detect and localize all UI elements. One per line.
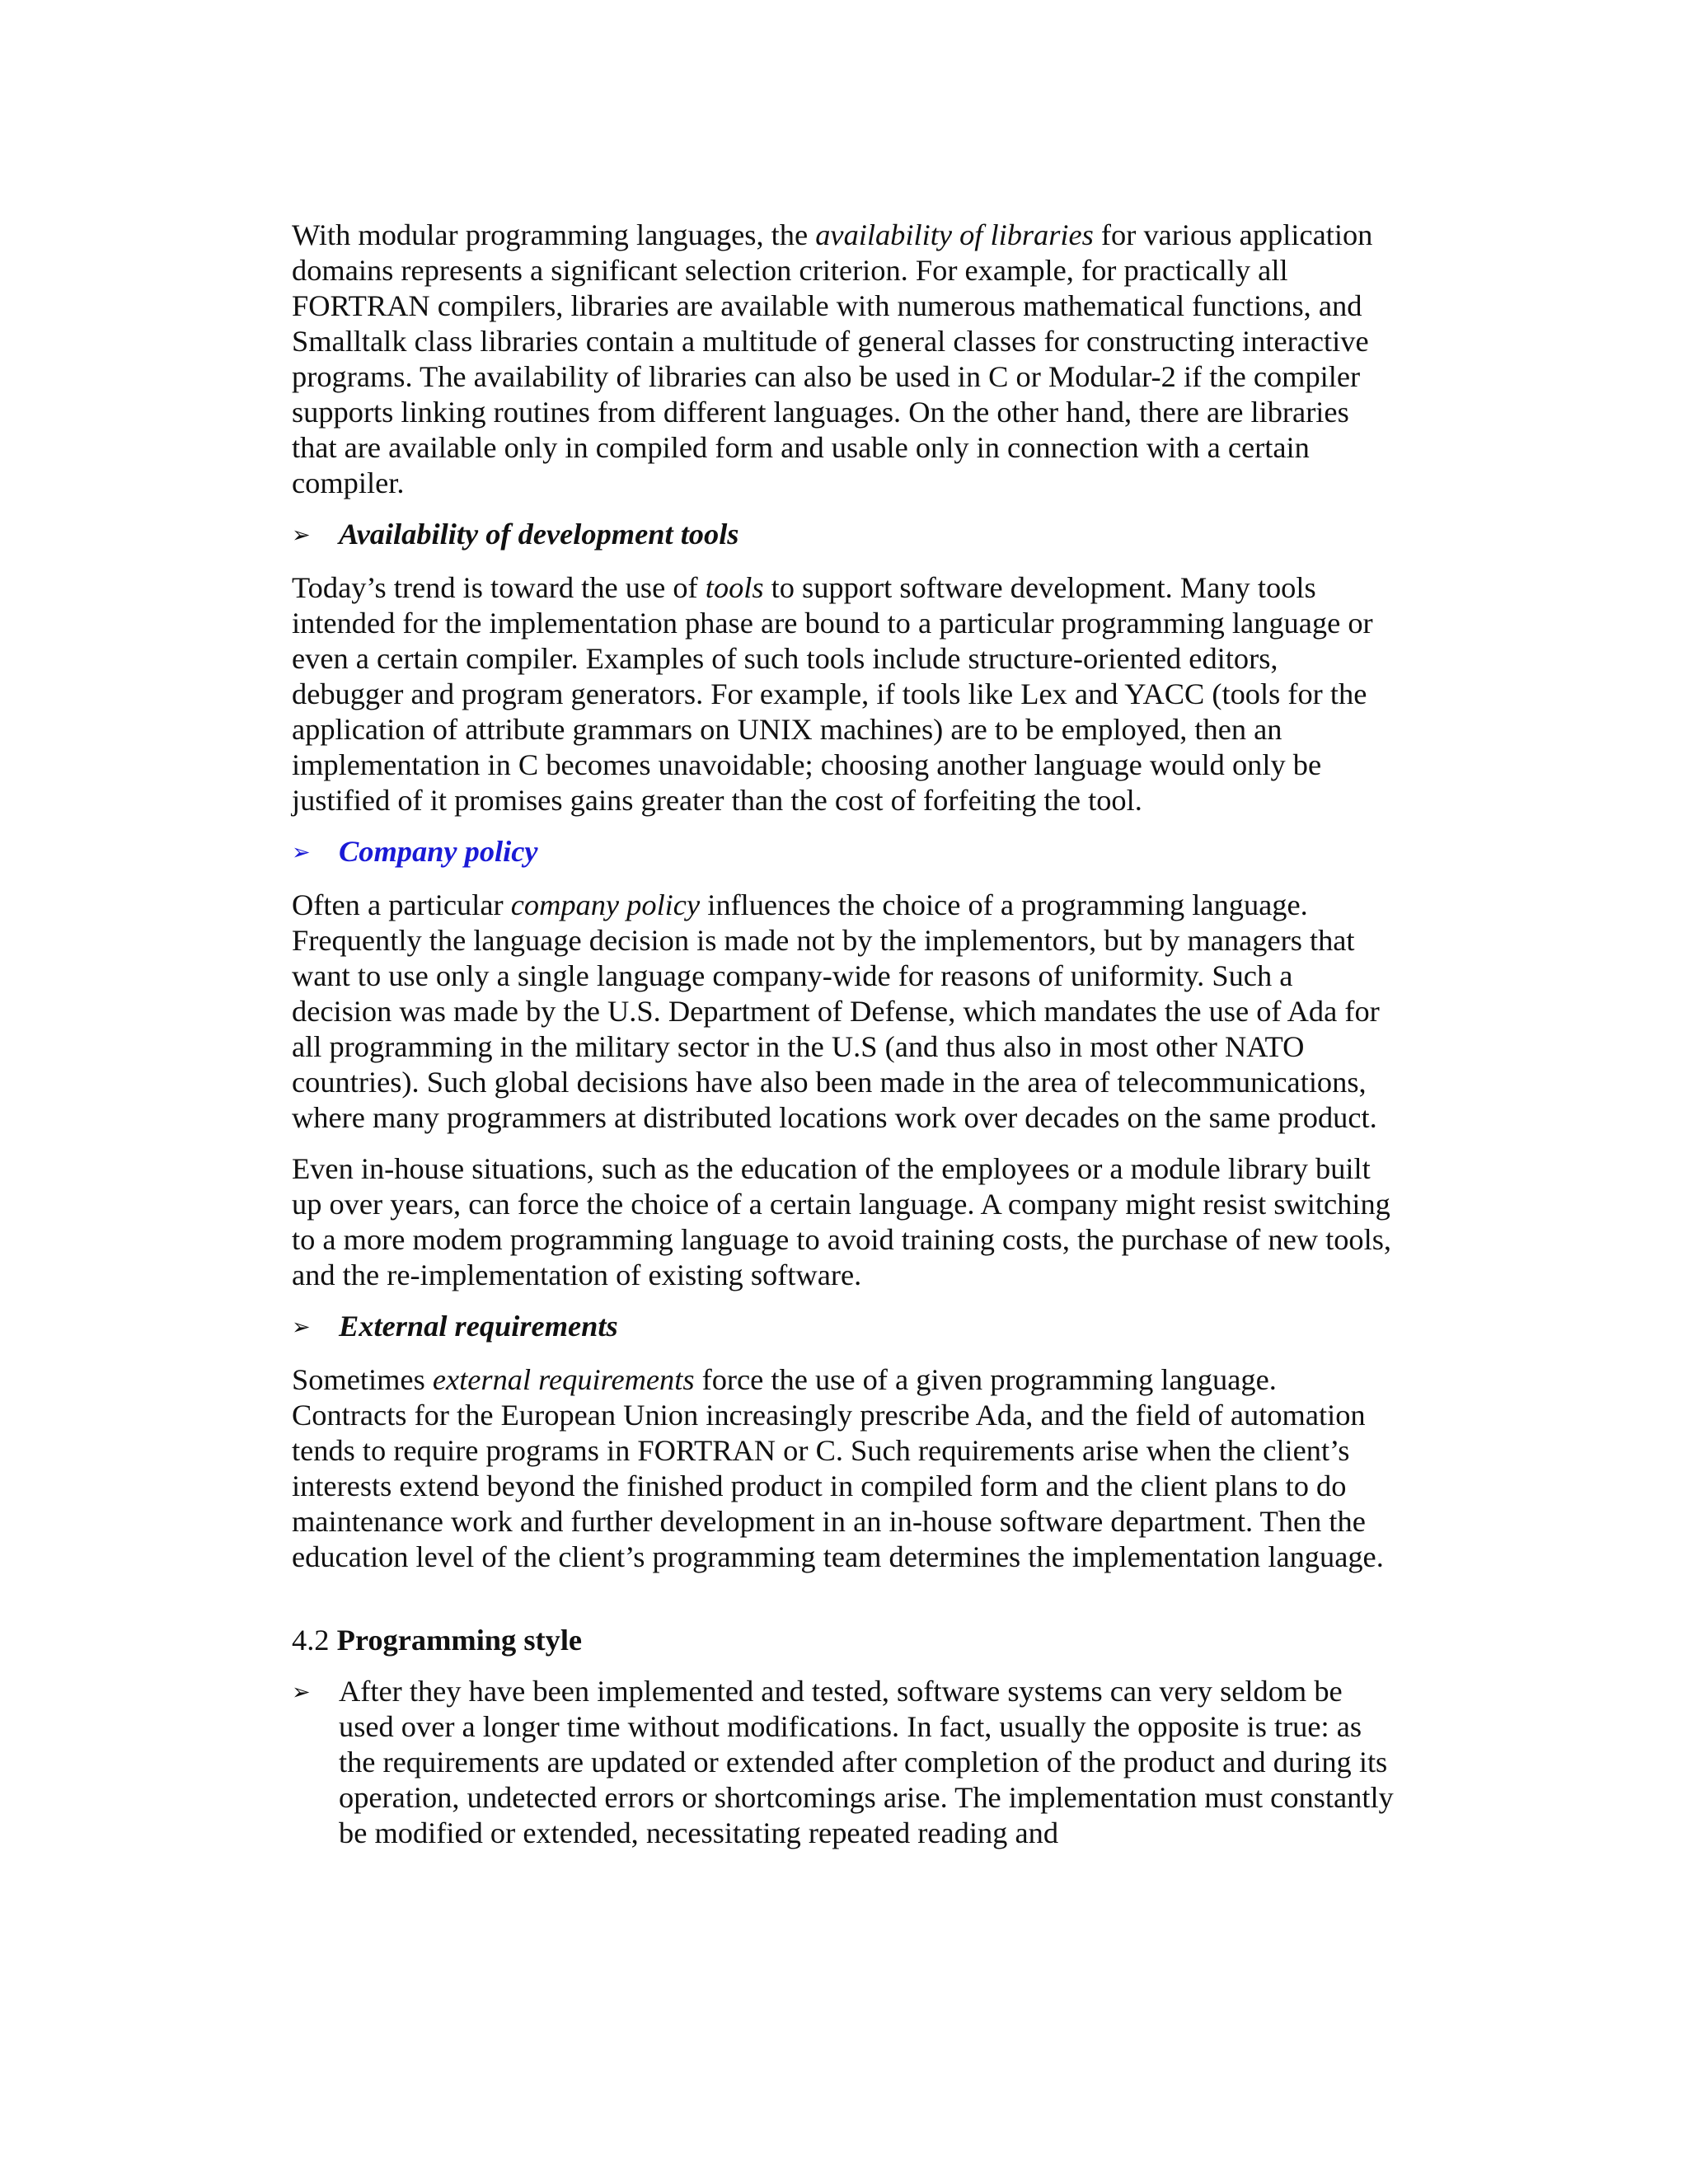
heading-company-policy-link[interactable]: ➢ Company policy (292, 834, 1396, 872)
arrow-bullet-icon: ➢ (292, 523, 311, 548)
document-page (292, 218, 1396, 1851)
emphasis-company-policy: company policy (510, 888, 701, 921)
emphasis-availability-of-libraries: availability of libraries (815, 218, 1094, 251)
section-title: Programming style (336, 1624, 583, 1657)
paragraph-company-policy: Often a particular company policy influences the choice of a programming language. Frequently the language decision is made not by the implementors, but by managers that want to use only a single language company-wide for reasons of uniformity. Such a decision was made by the U.S. Department of Defense, which mandates the use of Ada for all programming in the military sector in the U.S (and thus also in most other NATO countries). Such global decisions have also been made in the area of telecommunications, where many programmers at distributed locations work over decades on the same product. (292, 888, 1380, 1134)
emphasis-tools: tools (705, 571, 764, 604)
paragraph-tools: Today’s trend is toward the use of tools to support software development. Many tools intended for the implementation phase are bound to a particular programming language or even a certain compiler. Examples of such tools include structure-oriented editors, debugger and program generators. For example, if tools like Lex and YACC (tools for the application of attribute grammars on UNIX machines) are to be employed, then an implementation in C becomes unavoidable; choosing another language would only be justified of it promises gains greater than the cost of forfeiting the tool. (292, 571, 1373, 817)
paragraph-in-house: Even in-house situations, such as the education of the employees or a module library built up over years, can force the choice of a certain language. A company might resist switching to a more modem programming language to avoid training costs, the purchase of new tools, and the re-implementation of existing software. (292, 1152, 1391, 1291)
paragraph-external-requirements: Sometimes external requirements force the use of a given programming language. Contracts for the European Union increasingly prescribe Ada, and the field of automation tends to require programs in FORTRAN or C. Such requirements arise when the client’s interests extend beyond the finished product in compiled form and the client plans to do maintenance work and further development in an in-house software department. Then the education level of the client’s programming team determines the implementation language. (292, 1363, 1384, 1573)
section-heading (292, 1623, 1396, 1658)
emphasis-external-requirements: external requirements (432, 1363, 695, 1396)
arrow-bullet-icon: ➢ (292, 1680, 311, 1705)
arrow-bullet-icon: ➢ (292, 840, 311, 865)
heading-external-requirements: ➢ External requirements (292, 1309, 1396, 1347)
section-number: 4.2 (292, 1624, 330, 1657)
arrow-bullet-icon: ➢ (292, 1315, 311, 1340)
heading-development-tools: ➢ Availability of development tools (292, 517, 1396, 555)
paragraph-libraries: With modular programming languages, the availability of libraries for various application domains represents a significant selection criterion. For example, for practically all FORTRAN compilers, libraries are available with numerous mathematical functions, and Smalltalk class libraries contain a multitude of general classes for constructing interactive programs. The availability of libraries can also be used in C or Modular-2 if the compiler supports linking routines from different languages. On the other hand, there are libraries that are available only in compiled form and usable only in connection with a certain compiler. (292, 218, 1373, 499)
paragraph-programming-style: ➢ After they have been implemented and tested, software systems can very seldom be used over a longer time without modifications. In fact, usually the opposite is true: as the requirements are updated or extended after completion of the product and during its operation, undetected errors or shortcomings arise. The implementation must constantly be modified or extended, necessitating repeated reading and (292, 1675, 1394, 1849)
